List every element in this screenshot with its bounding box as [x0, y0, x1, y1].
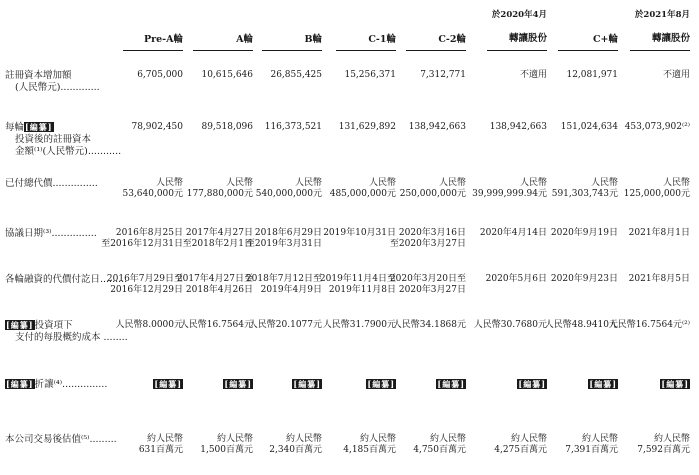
header-rule [630, 50, 690, 51]
cell-line: 10,615,646 [201, 70, 253, 80]
column-header-label: 轉讓股份 [508, 32, 547, 44]
column-header [400, 34, 466, 46]
header-rule [558, 50, 618, 51]
cell-line: 人民幣 [368, 178, 396, 188]
row-label-line: 投資後的註冊資本 [15, 133, 92, 145]
cell-line: 2020年5月6日 [485, 274, 547, 284]
cell-line: 131,629,892 [338, 122, 396, 132]
cell-line: 2021年8月5日 [628, 274, 690, 284]
agreement-date-row-cell [600, 228, 690, 239]
cell-line: 53,640,000元 [122, 189, 183, 200]
cell-line: 453,073,902⁽²⁾ [624, 122, 690, 132]
cell-line: 12,081,971 [566, 70, 618, 80]
cell-line: 至2020年3月27日 [389, 239, 466, 250]
cell-line: 39,999,999.94元 [472, 189, 547, 200]
cell-line: 2020年3月20日至 [389, 274, 466, 284]
cell-line: 2017年4月27日至 [176, 274, 253, 284]
header-rule [487, 50, 547, 51]
post-money-valuation-row-cell [376, 434, 466, 457]
cell-line: 約人民幣 [581, 434, 618, 444]
cell-line: 138,942,663 [408, 122, 466, 132]
cell-line: 人民幣 [662, 178, 690, 188]
cell-line: 2020年3月16日 [398, 228, 466, 238]
cell-line: 人民幣 [294, 178, 322, 188]
cell-line: 4,185百萬元 [343, 445, 396, 456]
cell-line: 不適用 [662, 70, 690, 80]
column-header-line1: 於2021年8月 [634, 10, 690, 20]
discount-row-cell [376, 379, 466, 391]
cell-line: 2018年7月12日至 [245, 274, 322, 284]
registered-capital-increase-row-cell [376, 70, 466, 81]
column-header-label: B輪 [304, 34, 322, 45]
cell-line: [編纂] [661, 379, 689, 389]
cell-line: 人民幣30.7680元 [473, 320, 547, 330]
cell-line: 2017年4月27日 [185, 228, 253, 238]
cell-line: 至2018年2月1日 [182, 239, 253, 250]
column-header [481, 10, 547, 45]
cell-line: [編纂] [293, 379, 321, 389]
discount-row-label [5, 379, 107, 391]
cell-line: 約人民幣 [216, 434, 253, 444]
cell-line: 2019年11月8日 [328, 285, 396, 296]
cell-line: 138,942,663 [489, 122, 547, 132]
cell-line: 4,750百萬元 [413, 445, 466, 456]
cell-line: 7,391百萬元 [565, 445, 618, 456]
cell-line: 人民幣 [225, 178, 253, 188]
cell-line: 2019年4月9日 [260, 285, 322, 296]
cell-line: 約人民幣 [359, 434, 396, 444]
registered-capital-increase-row-cell [600, 70, 690, 81]
cell-line: 4,275百萬元 [494, 445, 547, 456]
cell-line: 2019年10月31日 [323, 228, 396, 238]
cell-line: [編纂] [518, 379, 546, 389]
cell-line: 2016年7月29日至 [106, 274, 183, 284]
cell-line: 人民幣16.7564元⁽²⁾ [608, 320, 690, 330]
row-label-line: [編纂]折讓⁽⁴⁾............... [6, 379, 108, 390]
cell-line: 約人民幣 [653, 434, 690, 444]
cell-line: 人民幣 [438, 178, 466, 188]
cost-per-share-row-cell [600, 320, 690, 331]
cell-line: [編纂] [437, 379, 465, 389]
cell-line: 約人民幣 [146, 434, 183, 444]
cell-line: 2016年12月29日 [110, 285, 183, 296]
cell-line: 約人民幣 [285, 434, 322, 444]
total-consideration-row-cell [376, 178, 466, 201]
agreement-date-row-cell [376, 228, 466, 251]
cost-per-share-row-cell [376, 320, 466, 331]
post-money-valuation-row-cell [600, 434, 690, 457]
column-header [624, 10, 690, 45]
registered-capital-after-investment-row-cell [600, 122, 690, 133]
cell-line: [編纂] [589, 379, 617, 389]
row-label-line: 已付總代價............... [5, 178, 98, 189]
discount-row-cell [600, 379, 690, 391]
cell-line: [編纂] [154, 379, 182, 389]
header-rule [193, 50, 253, 51]
cell-line: 2020年3月27日 [398, 285, 466, 296]
consideration-paid-date-row-cell [600, 274, 690, 285]
cell-line: 15,256,371 [344, 70, 396, 80]
total-consideration-row-cell [600, 178, 690, 201]
cell-line: 人民幣48.9410元 [544, 320, 618, 330]
column-header-label: Pre-A輪 [143, 34, 183, 45]
cell-line: 7,592百萬元 [637, 445, 690, 456]
cell-line: 人民幣31.7900元 [322, 320, 396, 330]
row-label-line: [編纂]投資項下 [6, 320, 73, 331]
cell-line: 1,500百萬元 [200, 445, 253, 456]
row-label-line: 協議日期⁽³⁾............... [5, 228, 97, 239]
cell-line: 2020年9月23日 [550, 274, 618, 284]
column-header-label: C-1輪 [368, 34, 396, 45]
cell-line: 人民幣 [519, 178, 547, 188]
column-header [117, 34, 183, 46]
row-label-line: 每輪[編纂] [5, 122, 53, 133]
cell-line: 2020年4月14日 [479, 228, 547, 238]
cell-line: 631百萬元 [138, 445, 183, 456]
cell-line: 2018年4月26日 [185, 285, 253, 296]
cell-line: 人民幣16.7564元 [179, 320, 253, 330]
cell-line: 2021年8月1日 [628, 228, 690, 238]
cell-line: 89,518,096 [201, 122, 253, 132]
cell-line: 至2016年12月31日 [101, 239, 183, 250]
cell-line: 7,312,771 [420, 70, 466, 80]
cell-line: [編纂] [367, 379, 395, 389]
cell-line: 125,000,000元 [623, 189, 690, 200]
cell-line: 591,303,743元 [551, 189, 618, 200]
cell-line: 至2019年3月31日 [245, 239, 322, 250]
cell-line: 116,373,521 [264, 122, 322, 132]
cell-line: 6,705,000 [137, 70, 183, 80]
row-label-line: 支付的每股概約成本 ........ [15, 331, 128, 343]
row-label-line: 註冊資本增加額 [5, 70, 72, 81]
cell-line: 人民幣8.0000元 [115, 320, 183, 330]
cell-line: 人民幣 [155, 178, 183, 188]
cell-line: 約人民幣 [510, 434, 547, 444]
cell-line: 2020年9月19日 [550, 228, 618, 238]
row-label-line: 各輪融資的代價付訖日......... [5, 274, 128, 285]
cell-line: 151,024,634 [560, 122, 618, 132]
column-header-label: 轉讓股份 [651, 32, 690, 44]
cell-line: 177,880,000元 [186, 189, 253, 200]
column-header-line1: 於2020年4月 [491, 10, 547, 20]
cell-line: 26,855,425 [270, 70, 322, 80]
column-header [187, 34, 253, 46]
column-header-label: C-2輪 [438, 34, 466, 45]
consideration-paid-date-row-cell [376, 274, 466, 297]
cell-line: 不適用 [519, 70, 547, 80]
registered-capital-increase-row-label [5, 70, 100, 94]
row-label-line: 金額⁽¹⁾(人民幣元)........... [15, 145, 122, 157]
agreement-date-row-label [5, 228, 97, 240]
cell-line: 人民幣20.1077元 [248, 320, 322, 330]
column-header [330, 34, 396, 46]
column-header [552, 34, 618, 46]
cell-line: 2016年8月25日 [115, 228, 183, 238]
row-label-line: 本公司交易後估值⁽⁵⁾......... [5, 434, 117, 445]
column-header-label: A輪 [236, 34, 253, 45]
total-consideration-row-label [5, 178, 98, 190]
cell-line: 約人民幣 [429, 434, 466, 444]
cell-line: [編纂] [224, 379, 252, 389]
header-rule [406, 50, 466, 51]
column-header [256, 34, 322, 46]
cell-line: 2,340百萬元 [269, 445, 322, 456]
row-label-line: (人民幣元)............. [15, 81, 100, 93]
column-header-label: C+輪 [592, 34, 618, 45]
cell-line: 2019年11月4日至 [319, 274, 396, 284]
cell-line: 人民幣34.1868元 [392, 320, 466, 330]
header-rule [262, 50, 322, 51]
cell-line: 540,000,000元 [255, 189, 322, 200]
cell-line: 250,000,000元 [399, 189, 466, 200]
cell-line: 78,902,450 [131, 122, 183, 132]
cell-line: 人民幣 [590, 178, 618, 188]
cell-line: 485,000,000元 [329, 189, 396, 200]
cell-line: 2018年6月29日 [254, 228, 322, 238]
header-rule [123, 50, 183, 51]
registered-capital-after-investment-row-cell [376, 122, 466, 133]
header-rule [336, 50, 396, 51]
